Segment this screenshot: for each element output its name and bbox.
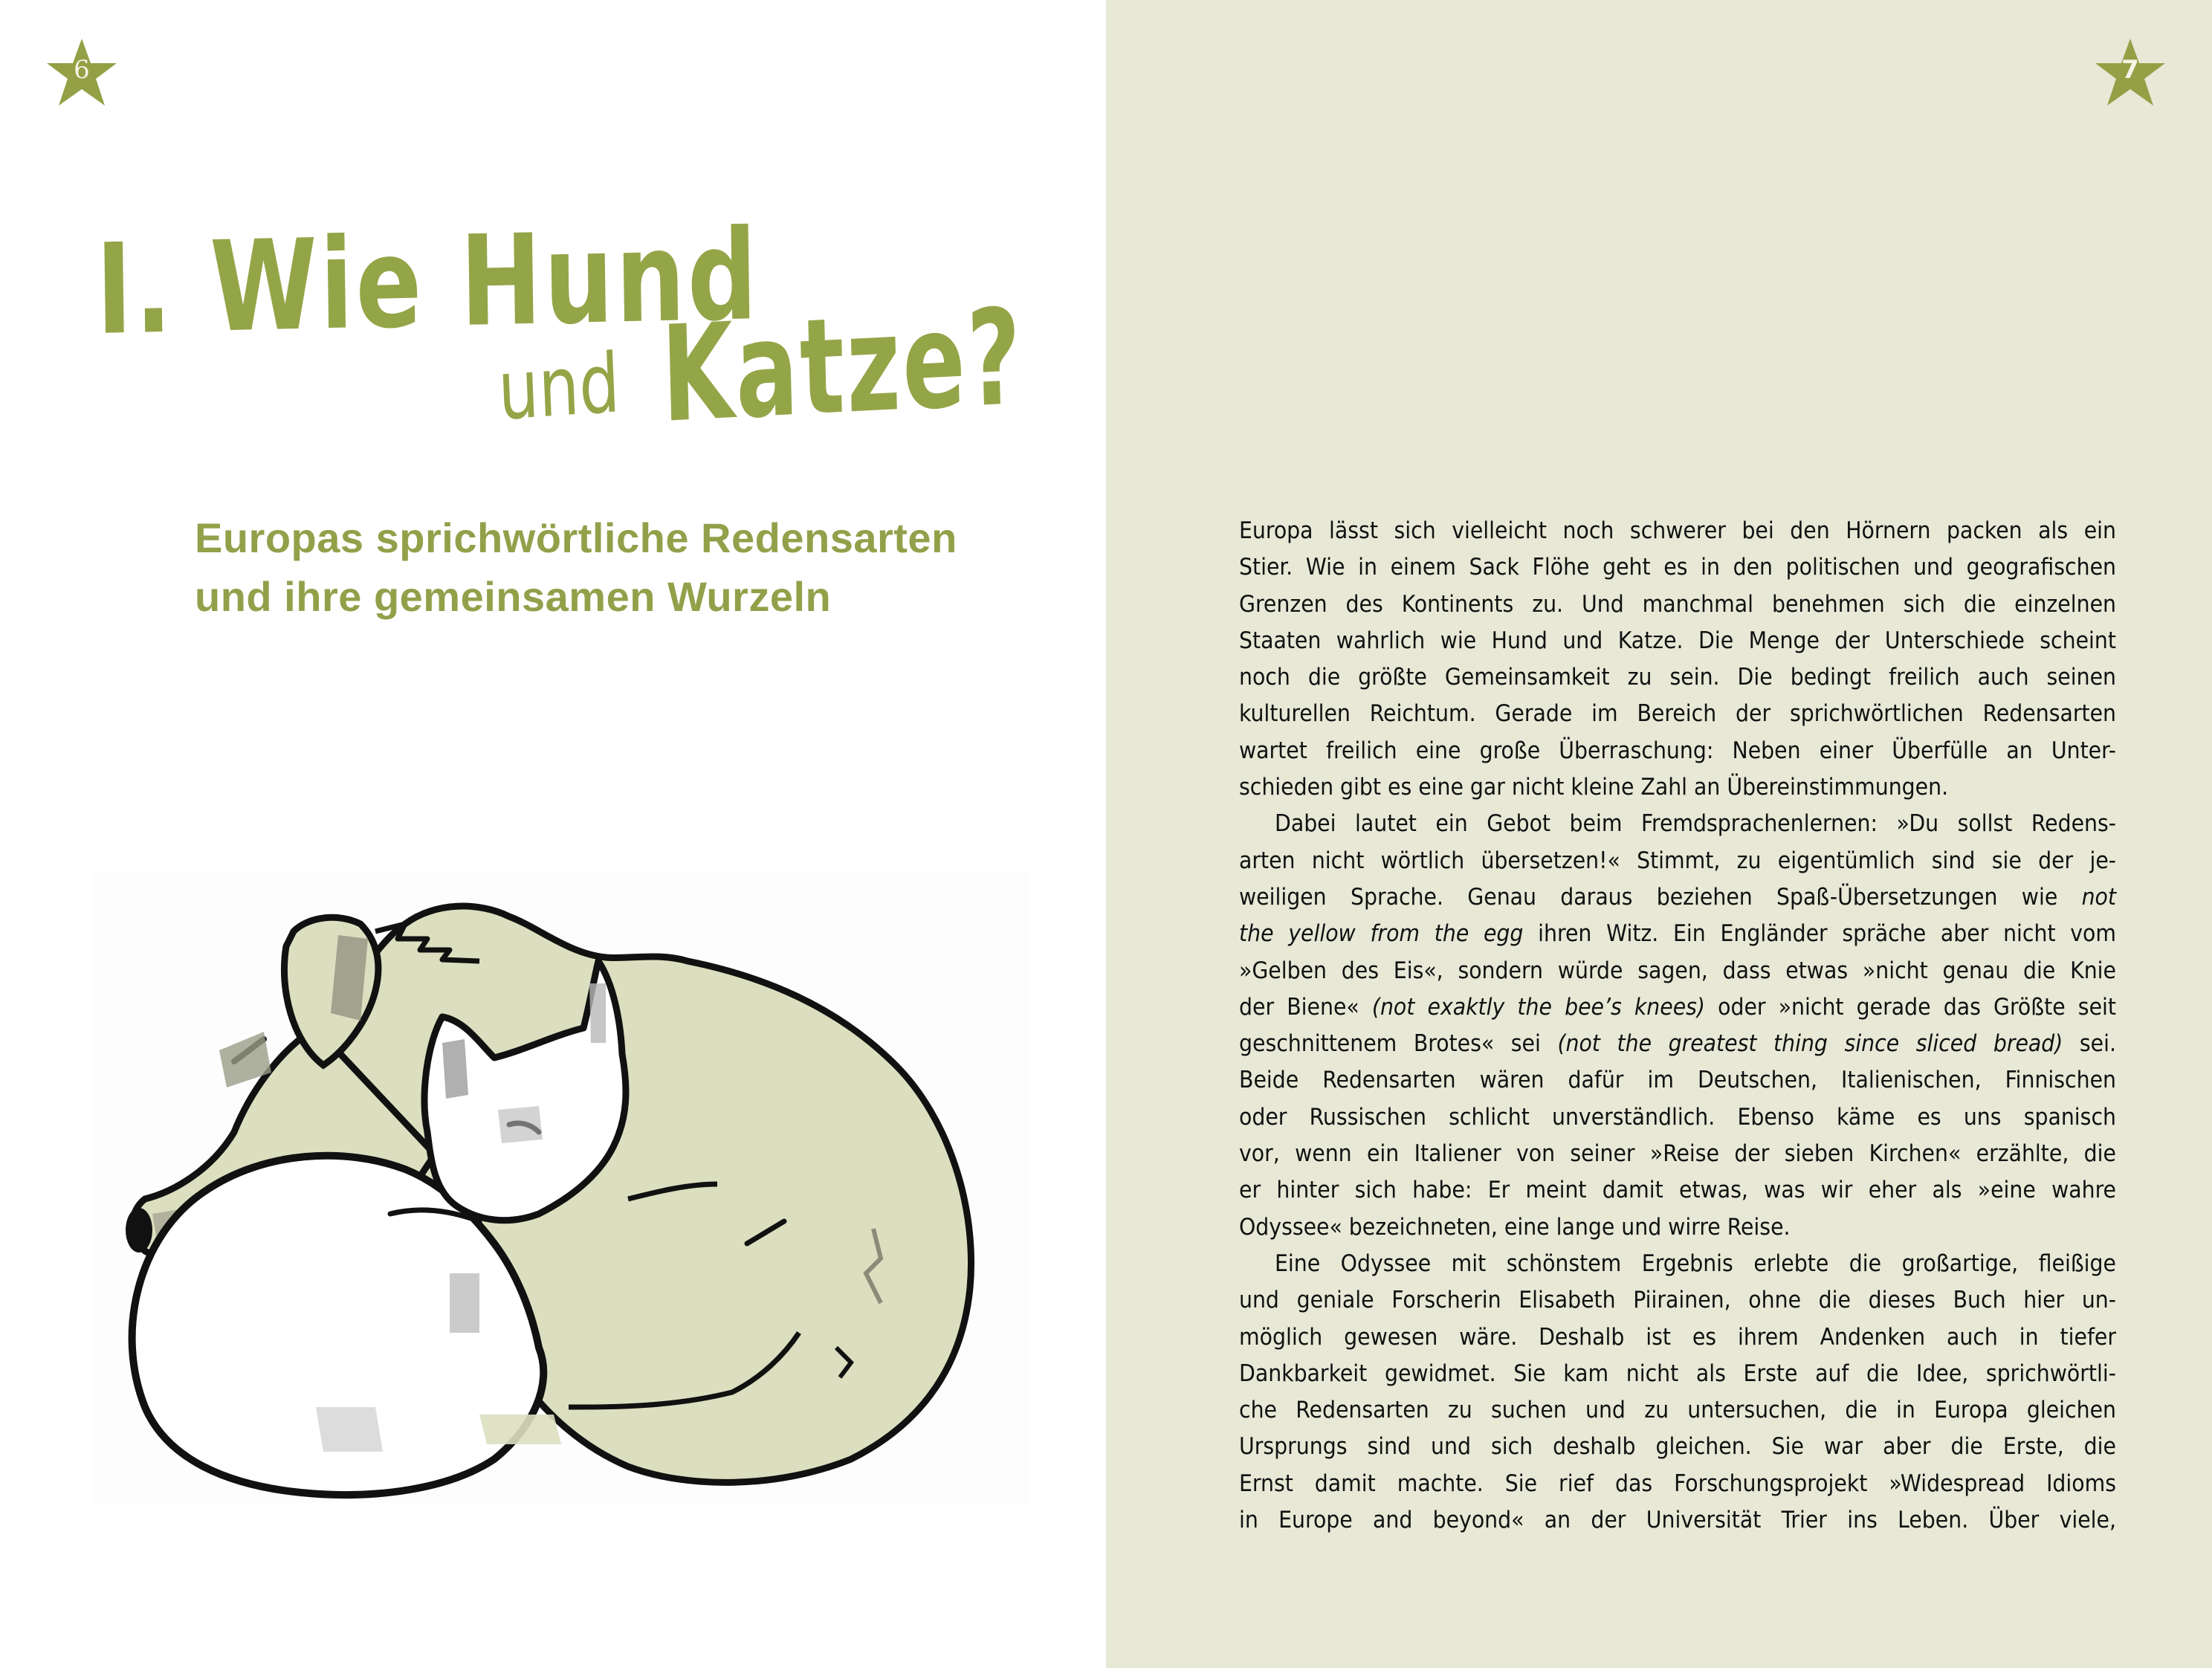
body-line: arten nicht wörtlich übersetzen!« Stimmt, zu eigentümlich sind sie der je- [1239, 847, 2116, 874]
subtitle-line-1: Europas sprichwörtliche Redensarten [195, 514, 957, 561]
dog-and-cat-illustration [93, 872, 1029, 1503]
body-line: oder Russischen schlicht unverständlich. Ebenso käme es uns spanisch [1239, 1103, 2116, 1131]
body-line: »Gelben des Eis«, sondern würde sagen, dass etwas »nicht genau die Knie [1239, 957, 2116, 984]
body-line: vor, wenn ein Italiener von seiner »Reise der sieben Kirchen« erzählte, die [1239, 1140, 2116, 1168]
chapter-subtitle [195, 508, 1050, 626]
body-line: kulturellen Reichtum. Gerade im Bereich der sprichwörtlichen Redensarten [1239, 700, 2116, 728]
body-text [1239, 513, 2116, 1539]
subtitle-line-2: und ihre gemeinsamen Wurzeln [195, 573, 832, 620]
body-line: Ernst damit machte. Sie rief das Forschungsprojekt »Widespread Idioms [1239, 1470, 2116, 1497]
body-line: noch die größte Gemeinsamkeit zu sein. Die bedingt freilich auch seinen [1239, 664, 2116, 691]
chapter-title-katze: Katze? [659, 279, 1025, 452]
body-line: Beide Redensarten wären dafür im Deutschen, Italienischen, Finnischen [1239, 1067, 2116, 1094]
body-line: er hinter sich habe: Er meint damit etwas, was wir eher als »eine wahre [1239, 1177, 2116, 1204]
body-line: in Europe and beyond« an der Universität Trier ins Leben. Über viele, [1239, 1507, 2116, 1534]
body-line: Europa lässt sich vielleicht noch schwerer bei den Hörnern packen als ein [1239, 517, 2116, 544]
body-line: wartet freilich eine große Überraschung: Neben einer Überfülle an Unter- [1239, 737, 2116, 764]
body-line: Ursprungs sind und sich deshalb gleichen. Sie war aber die Erste, die [1239, 1433, 2116, 1461]
page-number-badge-right [2095, 39, 2166, 107]
body-line: möglich gewesen wäre. Deshalb ist es ihrem Andenken auch in tiefer [1239, 1323, 2116, 1351]
sleeping-dog-cat-icon [93, 872, 1029, 1503]
chapter-title-line1: I. Wie Hund [94, 202, 760, 363]
chapter-title-und: und [496, 335, 622, 439]
body-line: Grenzen des Kontinents zu. Und manchmal benehmen sich die einzelnen [1239, 590, 2116, 618]
body-line: weiligen Sprache. Genau daraus beziehen Spaß-Übersetzungen wie not [1239, 883, 2116, 911]
body-line: the yellow from the egg ihren Witz. Ein Engländer spräche aber nicht vom [1239, 920, 2117, 948]
body-line: schieden gibt es eine gar nicht kleine Zahl an Übereinstimmungen. [1239, 774, 1949, 801]
page-number-left: 6 [74, 55, 90, 85]
body-line: der Biene« (not exaktly the bee’s knees) oder »nicht gerade das Größte seit [1239, 993, 2116, 1021]
body-line: Dabei lautet ein Gebot beim Fremdsprachenlernen: »Du sollst Redens- [1275, 810, 2116, 838]
body-line: Eine Odyssee mit schönstem Ergebnis erlebte die großartige, fleißige [1275, 1250, 2116, 1277]
body-line: Odyssee« bezeichneten, eine lange und wirre Reise. [1239, 1213, 1791, 1241]
page-number-badge-left [46, 39, 117, 107]
body-line: che Redensarten zu suchen und zu untersuchen, die in Europa gleichen [1239, 1397, 2116, 1424]
body-line: geschnittenem Brotes« sei (not the greatest thing since sliced bread) sei. [1239, 1030, 2116, 1058]
body-line: Dankbarkeit gewidmet. Sie kam nicht als Erste auf die Idee, sprichwörtli- [1239, 1360, 2116, 1387]
page-number-right: 7 [2121, 55, 2139, 85]
body-line: und geniale Forscherin Elisabeth Piirainen, ohne die dieses Buch hier un- [1239, 1287, 2116, 1314]
body-line: Staaten wahrlich wie Hund und Katze. Die Menge der Unterschiede scheint [1239, 627, 2116, 654]
body-line: Stier. Wie in einem Sack Flöhe geht es in den politischen und geografischen [1239, 554, 2116, 581]
